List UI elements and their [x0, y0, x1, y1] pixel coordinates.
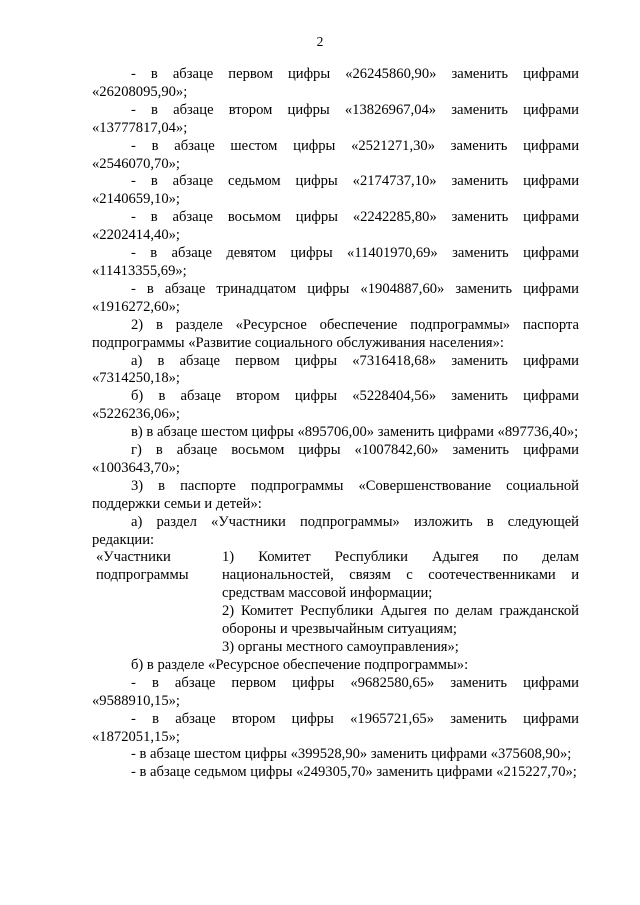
amendment-paragraph: а) раздел «Участники подпрограммы» изложить в следующей редакции: [92, 513, 579, 548]
section-paragraph: 3) в паспорте подпрограммы «Совершенствование социальной поддержки семьи и детей»: [92, 477, 579, 512]
amendment-paragraph: б) в абзаце втором цифры «5228404,56» заменить цифрами «5226236,06»; [92, 388, 579, 423]
amendment-paragraph: - в абзаце седьмом цифры «2174737,10» заменить цифрами «2140659,10»; [92, 173, 579, 208]
amendment-paragraph: а) в абзаце первом цифры «7316418,68» заменить цифрами «7314250,18»; [92, 352, 579, 387]
amendment-paragraph: - в абзаце первом цифры «26245860,90» заменить цифрами «26208095,90»; [92, 66, 579, 100]
participants-label: «Участники подпрограммы [96, 549, 189, 584]
section-paragraph: 2) в разделе «Ресурсное обеспечение подпрограммы» паспорта подпрограммы «Развитие социального обслуживания населения»: [92, 316, 579, 351]
participant-item: 3) органы местного самоуправления»; [222, 639, 459, 655]
participant-item: 2) Комитет Республики Адыгея по делам гражданской обороны и чрезвычайным ситуациям; [222, 603, 579, 638]
section-paragraph: б) в разделе «Ресурсное обеспечение подпрограммы»: [131, 656, 469, 673]
participants-table [92, 549, 579, 656]
amendment-paragraph: - в абзаце восьмом цифры «2242285,80» заменить цифрами «2202414,40»; [92, 209, 579, 244]
amendment-paragraph: - в абзаце тринадцатом цифры «1904887,60» заменить цифрами «1916272,60»; [92, 280, 579, 315]
amendment-paragraph: - в абзаце первом цифры «9682580,65» заменить цифрами «9588910,15»; [92, 674, 579, 709]
document-body [92, 66, 579, 782]
amendment-paragraph: - в абзаце девятом цифры «11401970,69» заменить цифрами «11413355,69»; [92, 245, 579, 279]
participant-item: 1) Комитет Республики Адыгея по делам национальностей, связям с соотечественниками и средствам массовой информации; [222, 549, 579, 602]
amendment-paragraph: г) в абзаце восьмом цифры «1007842,60» заменить цифрами «1003643,70»; [92, 442, 579, 476]
amendment-paragraph: - в абзаце втором цифры «1965721,65» заменить цифрами «1872051,15»; [92, 710, 579, 745]
amendment-paragraph: - в абзаце втором цифры «13826967,04» заменить цифрами «13777817,04»; [92, 101, 579, 136]
amendment-paragraph: - в абзаце седьмом цифры «249305,70» заменить цифрами «215227,70»; [131, 764, 577, 781]
amendment-paragraph: - в абзаце шестом цифры «2521271,30» заменить цифрами «2546070,70»; [92, 137, 579, 172]
page-number: 2 [316, 34, 324, 49]
participants-list [222, 549, 579, 656]
amendment-paragraph: в) в абзаце шестом цифры «895706,00» заменить цифрами «897736,40»; [131, 424, 579, 441]
amendment-paragraph: - в абзаце шестом цифры «399528,90» заменить цифрами «375608,90»; [131, 746, 572, 763]
